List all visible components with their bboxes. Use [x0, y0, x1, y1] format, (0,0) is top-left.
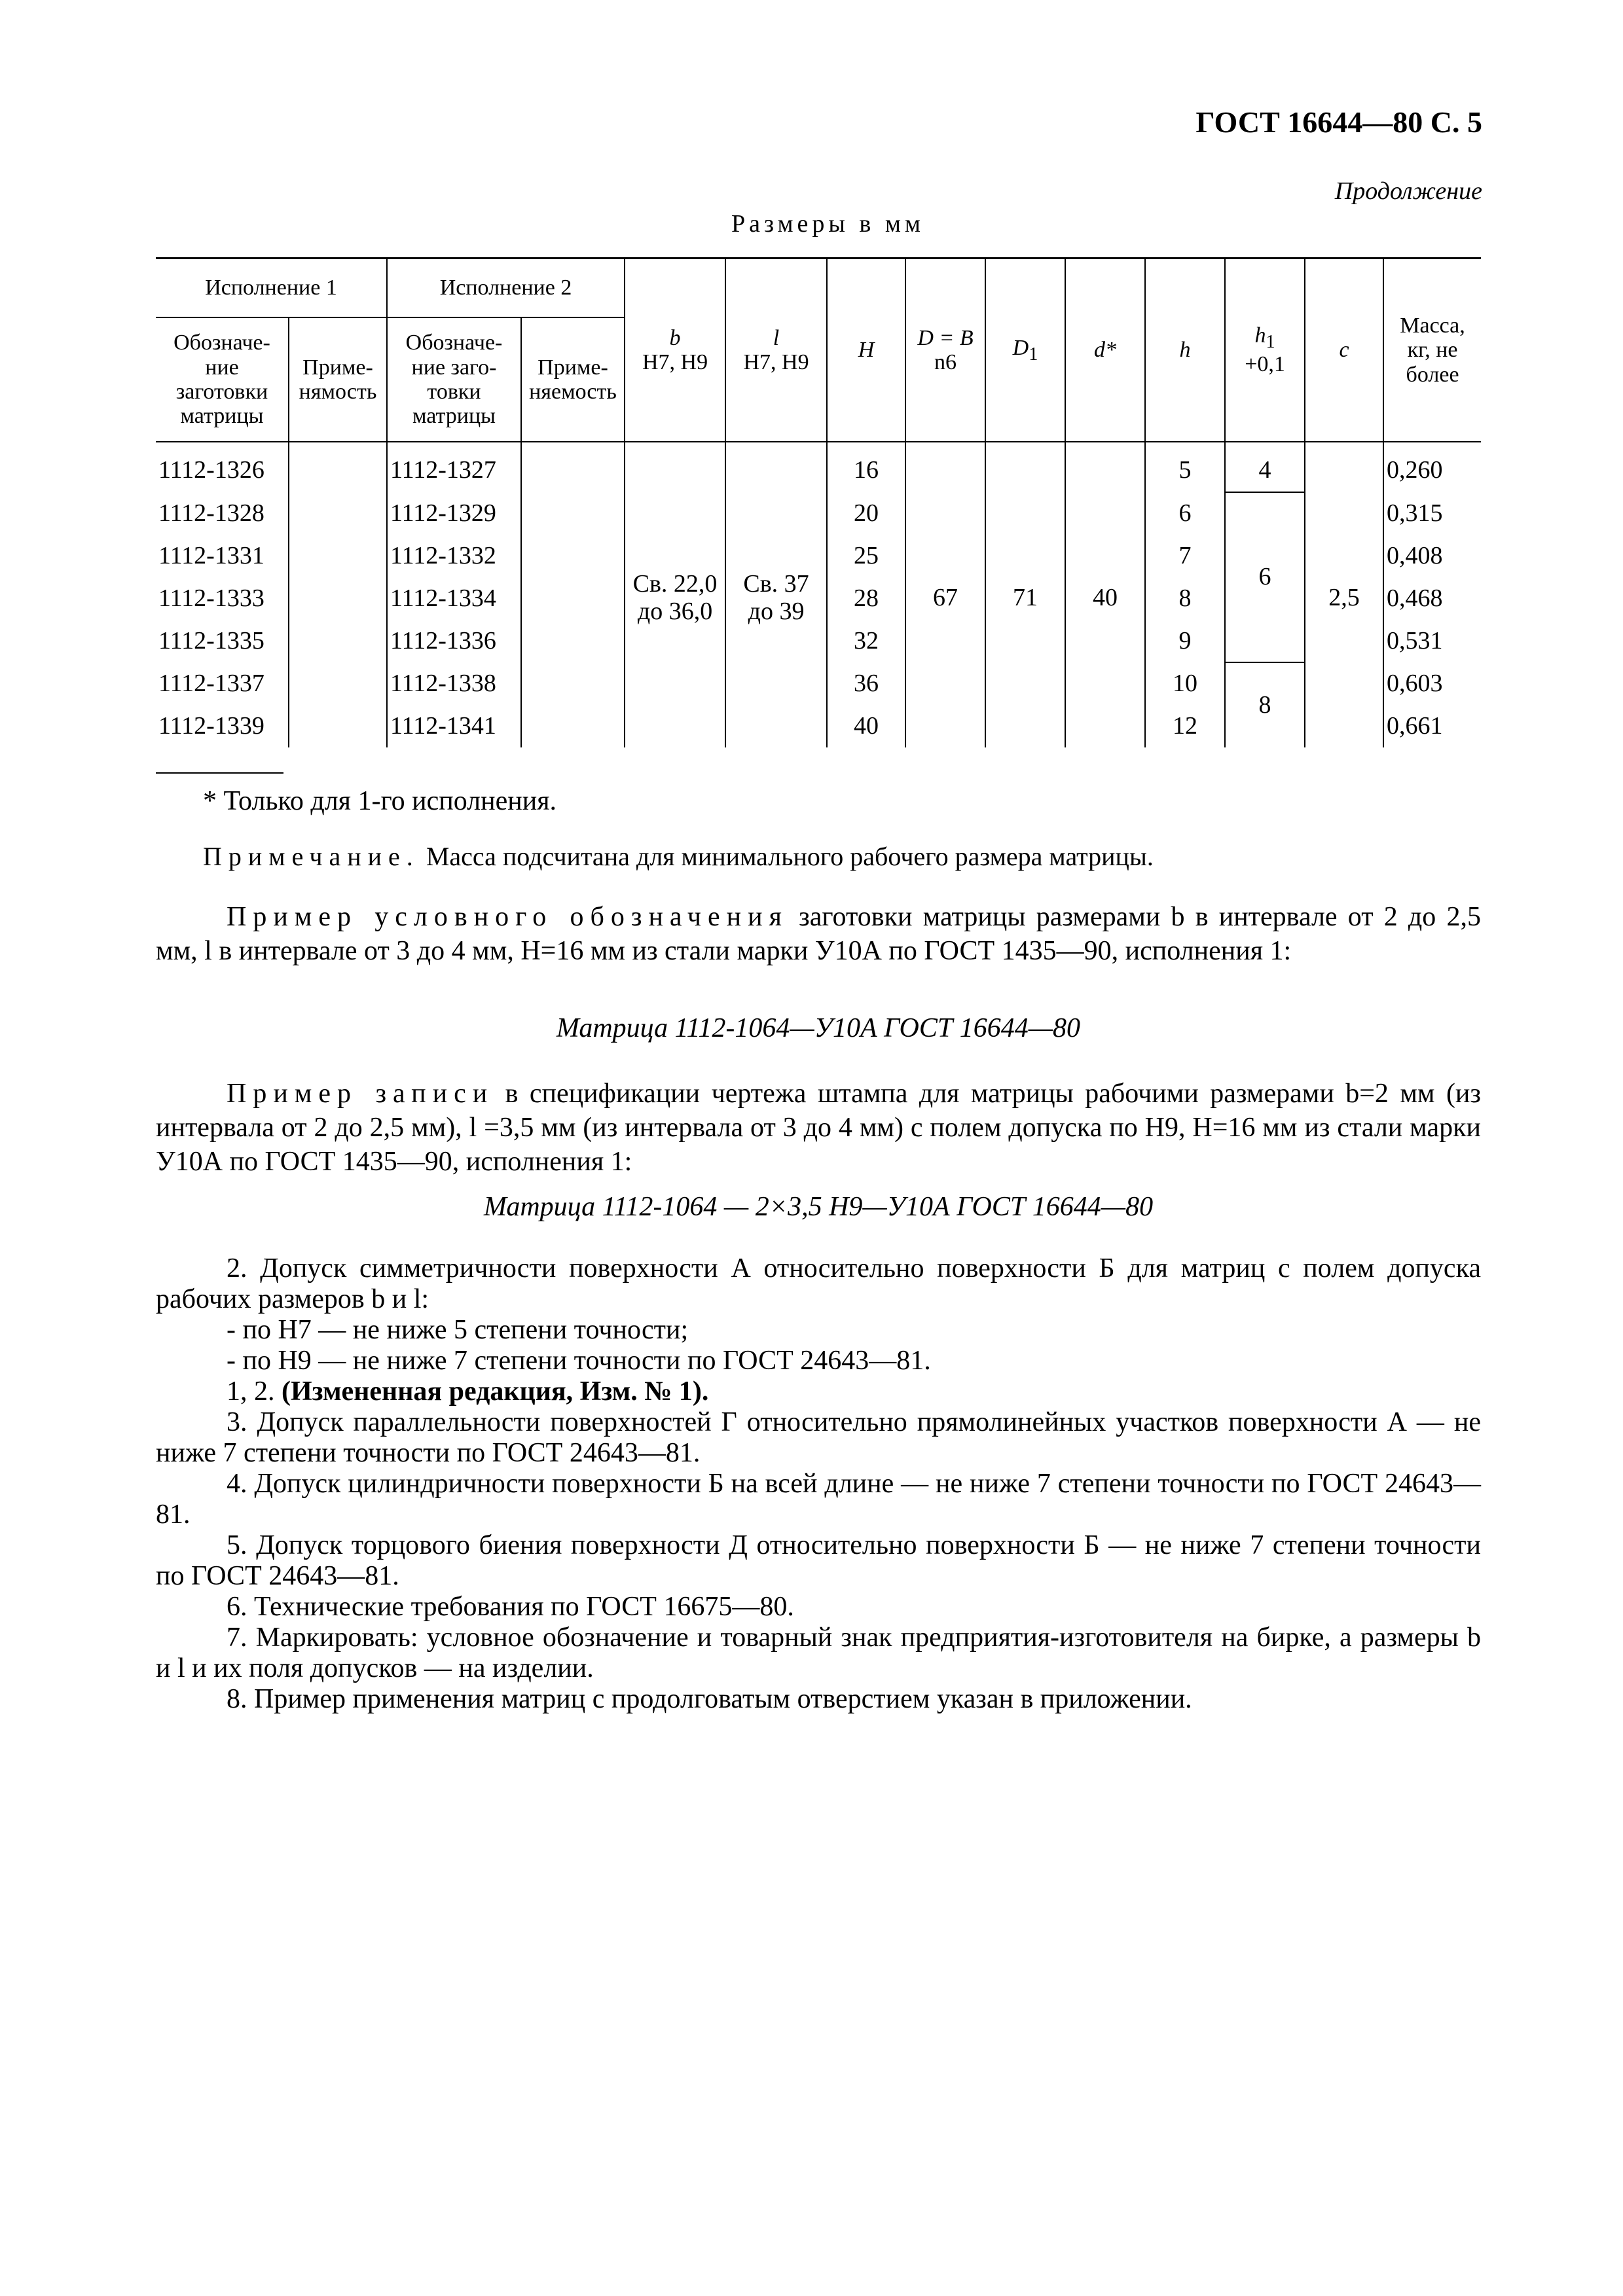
applicability-1-cell	[289, 492, 387, 535]
example2-formula: Матрица 1112-1064 — 2×3,5 H9—У10А ГОСТ 16644—80	[483, 1192, 1154, 1222]
dimensions-table	[156, 257, 1481, 747]
list-item: - по Н7 — не ниже 5 степени точности;	[227, 1315, 689, 1345]
H-cell: 25	[827, 535, 905, 577]
header-d: d*	[1065, 259, 1145, 442]
list-item: 8. Пример применения матриц с продолговатым отверстием указан в приложении.	[227, 1684, 1192, 1714]
h-cell: 5	[1145, 442, 1225, 492]
header-applicability-1: Приме- нямость	[289, 317, 387, 442]
designation-2-cell: 1112-1334	[387, 577, 521, 620]
continuation-label: Продолжение	[1334, 177, 1482, 205]
note	[156, 840, 1481, 874]
units-caption: Размеры в мм	[731, 210, 924, 238]
designation-1-cell: 1112-1331	[156, 535, 289, 577]
header-l: l H7, H9	[725, 259, 827, 442]
applicability-1-cell	[289, 662, 387, 705]
example2-text: в спецификации чертежа штампа для матрицы рабочими размерами b=2 мм (из интервала от 2 до 2,5 мм), l =3,5 мм (из интервала от 3 до 4 мм) с полем допуска по Н9, H=16 мм из стали марки У10А по ГОСТ 1435—90, исполнения 1:	[156, 1079, 1481, 1177]
list-item: 7. Маркировать: условное обозначение и товарный знак предприятия-изготовителя на бирке, а размеры b и l и их поля допусков — на изделии.	[156, 1623, 1481, 1683]
mass-cell: 0,260	[1383, 442, 1481, 492]
example1-text: заготовки матрицы размерами b в интервале от 2 до 2,5 мм, l в интервале от 3 до 4 мм, H=16 мм из стали марки У10А по ГОСТ 1435—90, исполнения 1:	[156, 902, 1481, 966]
mass-cell: 0,603	[1383, 662, 1481, 705]
applicability-1-cell	[289, 620, 387, 662]
designation-1-cell: 1112-1328	[156, 492, 289, 535]
header-c: c	[1305, 259, 1383, 442]
designation-2-cell: 1112-1327	[387, 442, 521, 492]
h-cell: 9	[1145, 620, 1225, 662]
designation-2-cell: 1112-1332	[387, 535, 521, 577]
applicability-2-cell	[521, 442, 625, 492]
applicability-2-cell	[521, 577, 625, 620]
D-B-value-cell: 67	[905, 442, 985, 747]
requirements-list	[156, 1253, 1481, 1715]
document-header: ГОСТ 16644—80 С. 5	[1195, 105, 1482, 139]
h1-value-cell: 6	[1225, 492, 1305, 662]
example1-label: Пример условного обозначения	[227, 902, 788, 932]
example1-formula: Матрица 1112-1064—У10А ГОСТ 16644—80	[556, 1013, 1081, 1043]
applicability-1-cell	[289, 442, 387, 492]
mass-cell: 0,408	[1383, 535, 1481, 577]
h-cell: 7	[1145, 535, 1225, 577]
h-cell: 10	[1145, 662, 1225, 705]
list-item: 1, 2. (Измененная редакция, Изм. № 1).	[227, 1376, 709, 1407]
header-version-1: Исполнение 1	[156, 259, 387, 318]
mass-cell: 0,531	[1383, 620, 1481, 662]
header-mass: Масса, кг, не более	[1383, 259, 1481, 442]
table-row	[156, 442, 1481, 492]
header-h: h	[1145, 259, 1225, 442]
applicability-2-cell	[521, 492, 625, 535]
footnote-divider	[156, 772, 283, 774]
h1-value-cell: 4	[1225, 442, 1305, 492]
note-text: Масса подсчитана для минимального рабочего размера матрицы.	[419, 842, 1154, 871]
header-b: b H7, H9	[625, 259, 725, 442]
applicability-2-cell	[521, 535, 625, 577]
example2-paragraph	[156, 1077, 1481, 1179]
list-item: 2. Допуск симметричности поверхности А относительно поверхности Б для матриц с полем допуска рабочих размеров b и l:	[156, 1253, 1481, 1314]
l-value-cell: Св. 37 до 39	[725, 442, 827, 747]
mass-cell: 0,468	[1383, 577, 1481, 620]
designation-2-cell: 1112-1329	[387, 492, 521, 535]
footnote: * Только для 1-го исполнения.	[203, 786, 557, 816]
D1-value-cell: 71	[985, 442, 1065, 747]
d-value-cell: 40	[1065, 442, 1145, 747]
H-cell: 28	[827, 577, 905, 620]
designation-1-cell: 1112-1337	[156, 662, 289, 705]
designation-2-cell: 1112-1336	[387, 620, 521, 662]
applicability-1-cell	[289, 577, 387, 620]
header-version-2: Исполнение 2	[387, 259, 625, 318]
header-applicability-2: Приме- няемость	[521, 317, 625, 442]
header-designation-1: Обозначе- ние заготовки матрицы	[156, 317, 289, 442]
H-cell: 16	[827, 442, 905, 492]
b-value-cell: Св. 22,0 до 36,0	[625, 442, 725, 747]
applicability-2-cell	[521, 705, 625, 747]
note-label: Примечание.	[203, 842, 420, 871]
list-item: - по Н9 — не ниже 7 степени точности по ГОСТ 24643—81.	[227, 1346, 931, 1376]
header-designation-2: Обозначе- ние заго- товки матрицы	[387, 317, 521, 442]
h-cell: 8	[1145, 577, 1225, 620]
applicability-2-cell	[521, 620, 625, 662]
list-item: 6. Технические требования по ГОСТ 16675—80.	[227, 1592, 794, 1622]
h1-value-cell: 8	[1225, 662, 1305, 747]
H-cell: 40	[827, 705, 905, 747]
example1-paragraph	[156, 900, 1481, 968]
list-item: 3. Допуск параллельности поверхностей Г относительно прямолинейных участков поверхности А — не ниже 7 степени точности по ГОСТ 24643—81.	[156, 1407, 1481, 1468]
designation-2-cell: 1112-1338	[387, 662, 521, 705]
mass-cell: 0,315	[1383, 492, 1481, 535]
designation-1-cell: 1112-1333	[156, 577, 289, 620]
example2-label: Пример записи	[227, 1079, 494, 1109]
h-cell: 12	[1145, 705, 1225, 747]
c-value-cell: 2,5	[1305, 442, 1383, 747]
header-h1: $h_1$ +0,1	[1225, 259, 1305, 442]
h-cell: 6	[1145, 492, 1225, 535]
list-item: 5. Допуск торцового биения поверхности Д относительно поверхности Б — не ниже 7 степени точности по ГОСТ 24643—81.	[156, 1530, 1481, 1591]
mass-cell: 0,661	[1383, 705, 1481, 747]
designation-1-cell: 1112-1326	[156, 442, 289, 492]
header-D-B: D = B n6	[905, 259, 985, 442]
header-D1: $D_1$	[985, 259, 1065, 442]
designation-1-cell: 1112-1339	[156, 705, 289, 747]
H-cell: 32	[827, 620, 905, 662]
amendment-note: (Измененная редакция, Изм. № 1).	[282, 1376, 709, 1407]
designation-1-cell: 1112-1335	[156, 620, 289, 662]
H-cell: 36	[827, 662, 905, 705]
applicability-2-cell	[521, 662, 625, 705]
list-item: 4. Допуск цилиндричности поверхности Б на всей длине — не ниже 7 степени точности по ГОСТ 24643—81.	[156, 1469, 1481, 1530]
H-cell: 20	[827, 492, 905, 535]
applicability-1-cell	[289, 705, 387, 747]
designation-2-cell: 1112-1341	[387, 705, 521, 747]
header-H: H	[827, 259, 905, 442]
applicability-1-cell	[289, 535, 387, 577]
